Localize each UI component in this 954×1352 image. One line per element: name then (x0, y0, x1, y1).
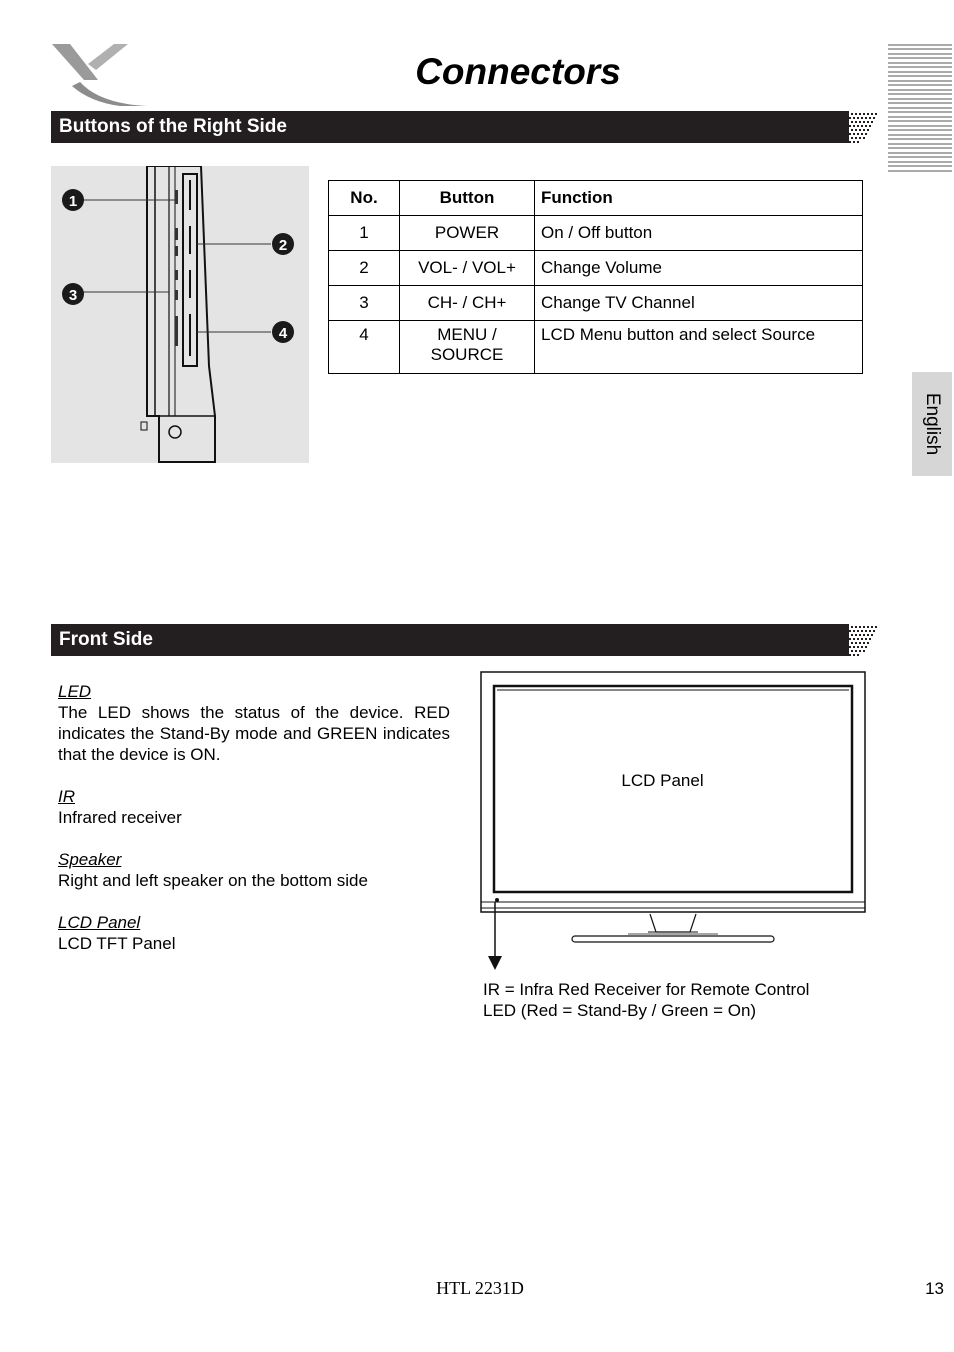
cell-function: Change Volume (535, 251, 863, 286)
item-heading: Speaker (58, 850, 122, 869)
cell-no: 3 (329, 286, 400, 321)
led-block (58, 681, 450, 765)
table-row (329, 216, 863, 251)
column-header: No. (329, 181, 400, 216)
cell-button: VOL- / VOL+ (400, 251, 535, 286)
language-label: English (922, 392, 943, 456)
item-heading: LED (58, 682, 92, 701)
callout-1 (62, 189, 84, 211)
cell-function: Change TV Channel (535, 286, 863, 321)
svg-text:3: 3 (68, 287, 78, 304)
language-tab (912, 372, 952, 476)
svg-text:2: 2 (278, 237, 288, 254)
column-header: Button (400, 181, 535, 216)
svg-text:1: 1 (68, 193, 78, 210)
svg-text:4: 4 (278, 325, 288, 342)
table-header-row (329, 181, 863, 216)
section-title: Buttons of the Right Side (59, 116, 287, 137)
lcd-panel-label: LCD Panel (621, 771, 704, 790)
callout-3 (62, 283, 84, 305)
page-title: Connectors (415, 51, 621, 92)
ir-block (58, 786, 450, 828)
cell-button: POWER (400, 216, 535, 251)
cell-function: On / Off button (535, 216, 863, 251)
side-buttons-illustration (51, 166, 309, 463)
table-row (329, 251, 863, 286)
caption-line: IR = Infra Red Receiver for Remote Control (483, 980, 810, 999)
item-text: Right and left speaker on the bottom side (58, 871, 368, 890)
item-text: Infrared receiver (58, 808, 182, 827)
dot-pattern-icon (839, 111, 883, 143)
cell-no: 4 (329, 321, 400, 374)
tv-front-illustration (478, 670, 868, 970)
item-heading: IR (58, 787, 75, 806)
page-number: 13 (925, 1279, 944, 1298)
callout-4 (272, 321, 294, 343)
column-header: Function (535, 181, 863, 216)
cell-button: CH- / CH+ (400, 286, 535, 321)
item-heading: LCD Panel (58, 913, 141, 932)
tv-caption (483, 979, 809, 1021)
table-row (329, 286, 863, 321)
dot-pattern-icon (839, 624, 883, 656)
caption-line: LED (Red = Stand-By / Green = On) (483, 1001, 757, 1020)
x-logo-icon (50, 42, 150, 108)
speaker-block (58, 849, 450, 891)
footer-model: HTL 2231D (436, 1278, 524, 1298)
stripe-decoration (888, 44, 952, 174)
lcd-panel-block (58, 912, 450, 954)
item-text: LCD TFT Panel (58, 934, 176, 953)
section-header-buttons (51, 111, 883, 143)
section-title: Front Side (59, 629, 153, 650)
item-text: The LED shows the status of the device. RED indicates the Stand-By mode and GREEN indicates that the device is ON. (58, 703, 450, 764)
buttons-table (328, 180, 863, 374)
table-row (329, 321, 863, 374)
cell-function: LCD Menu button and select Source (535, 321, 863, 374)
callout-2 (272, 233, 294, 255)
cell-no: 1 (329, 216, 400, 251)
section-header-front (51, 624, 883, 656)
front-side-description (58, 681, 450, 975)
cell-no: 2 (329, 251, 400, 286)
cell-button: MENU / SOURCE (400, 321, 535, 374)
